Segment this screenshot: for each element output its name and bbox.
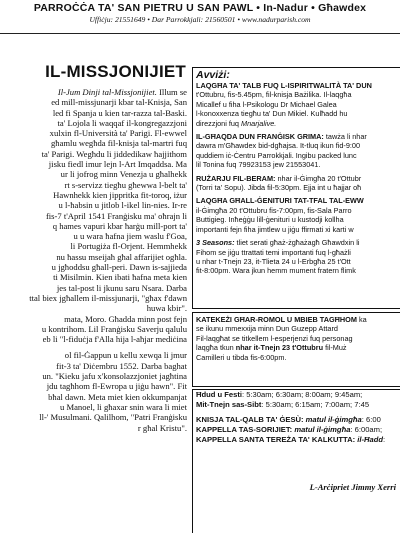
article-line-text: jes tal-post li jkunu saru Nsara. Darba (56, 282, 187, 293)
article-line-text: ttal biex jgħallem il-missjunarji, "għax f'dawn (29, 292, 187, 303)
notice-item (193, 174, 400, 193)
notice-text: Micallef u fiha l-Psikologu Dr Michael Galea (196, 99, 337, 109)
mass-times (193, 390, 400, 445)
article-line (0, 334, 190, 344)
katekezi-line (196, 315, 400, 324)
article-line-text: ol fil-Ġappun u kellu xewqa li jmur (64, 350, 187, 361)
article-column (0, 62, 190, 502)
katekezi-line (196, 353, 400, 362)
article-line-text: xulxin fl-Università ta' Parigi. Fl-ewwel (49, 128, 187, 139)
avvizi-notices (193, 81, 400, 280)
article-line-text: għamlu wegħda fil-knisja tal-martri fuq (50, 138, 187, 149)
article-line (0, 402, 190, 412)
article-line (0, 108, 190, 118)
article-line-text: huwa kbir". (146, 303, 187, 314)
notice-text: Buttigieg. Inħeġġu lill-ġenituri u kustodji kollha (196, 215, 344, 225)
article-line-text: Hawnhekk kien jippritka fit-toroq, iżur (53, 189, 187, 200)
article-line (0, 241, 190, 251)
notice-line (193, 257, 400, 266)
article-line-text: ti Misilmin. Kien ibati ħafna meta kien (53, 272, 187, 283)
notice-heading: IL-GĦAQDA DUN FRANĠISK GRIMA: (196, 132, 324, 142)
article-line-text: Illum se (156, 87, 187, 97)
article-line (0, 272, 190, 282)
mass-row-period: il-Ħadd (355, 435, 383, 444)
article-line (0, 118, 190, 128)
notice-text: (Torri ta' Sopu). Jibda fil-5:30pm. Ejja int u ħajjar oħ (196, 183, 362, 193)
article-line-text: ur li jofrog minn Venezja u għalhekk (60, 169, 187, 180)
katekezi-line (196, 324, 400, 333)
notice-italic: Mnarjalive. (241, 118, 277, 128)
notice-line (193, 100, 400, 109)
notice-text: fit-8:00pm. Wara jkun hemm mument fratern flimk (196, 266, 356, 276)
mass-row-period: matul il-ġimgħa (303, 415, 362, 424)
article-line-text: u jgħoddsu għall-peri. Dawn is-sajjieda (51, 262, 187, 273)
notice-item (193, 196, 400, 234)
article-line (0, 221, 190, 231)
article-line-text: li Portugiża fl-Orjent. Hemmhekk (70, 241, 187, 252)
katekezi-text: se ikunu mmexxija minn Dun Guzepp Attard (196, 324, 338, 334)
mass-time-row (193, 415, 400, 425)
notice-item (193, 238, 400, 276)
notice-line (193, 238, 400, 247)
notice-text: u nhar t-Tnejn 23, it-Tlieta 24 u l-Erbgħa 25 t'Ott (196, 256, 351, 266)
article-line (0, 128, 190, 138)
notice-line (193, 81, 400, 90)
notice-text: quddiem iċ-Ċentru Parrokkjali. Ingibu packed lunc (196, 150, 357, 160)
article-line-text: fit-3 ta' Diċembru 1552. Darba baghat (56, 360, 187, 371)
article-line-text: u l-ħabsin u jitlob l-ikel lin-nies. Ir-re (58, 200, 187, 211)
article-line-emphasis: Il-Jum Dinji tal-Missjonijiet. (57, 87, 157, 97)
article-line-text: led fi Spanja u kien tar-razza tal-Baski. (52, 107, 187, 118)
notice-item (193, 132, 400, 170)
notice-line (193, 206, 400, 215)
mass-row-times: : (383, 435, 386, 444)
article-line-text: jisku fiedl imur lejn l-Art Imqaddsa. Ma (48, 159, 187, 170)
avvizi-heading: Avviżi: (196, 69, 230, 81)
article-line (0, 211, 190, 221)
article-line-text: u u wara ħafna jiem waslu f'Goa, (73, 231, 187, 242)
article-line (0, 190, 190, 200)
article-line (0, 412, 190, 422)
notice-text: direzzjoni fuq (196, 118, 242, 128)
notice-line (193, 119, 400, 128)
notice-line (193, 109, 400, 118)
katekezi-heading: KATEKEŻI GĦAR-ROMOL U MBIEB TAGĦHOM (196, 315, 357, 324)
notice-text: Fihom se jiġu ttrattati temi importanti fuq l-għażli (196, 247, 351, 257)
katekezi-text: fil-Muż (323, 343, 347, 353)
notice-text: tliet serati għaż-żgħażagħ Għawdxin li (234, 238, 360, 248)
katekezi-text (193, 313, 400, 362)
avvizi-box (192, 67, 400, 309)
notice-line (193, 132, 400, 141)
article-line (0, 149, 190, 159)
mass-time-row (193, 425, 400, 435)
article-line (0, 392, 190, 402)
article-line (0, 361, 190, 371)
article-line-text: ll-' Musulmani. Qalilhom, "Patri Franġisku (39, 412, 187, 423)
article-line (0, 252, 190, 262)
article-signature: L-Arċipriet Jimmy Xerri (309, 482, 396, 492)
mass-row-label: KNISJA TAL-QALB TA' ĠESÙ: (196, 415, 304, 424)
mass-row-period: matul il-ġimgħa (292, 425, 351, 434)
article-line-text: ed mill-missjunarji kbar tal-Knisja, San (51, 97, 187, 108)
notices-column (192, 62, 400, 533)
notice-line (193, 225, 400, 234)
katekezi-text: ka (356, 315, 367, 324)
notice-line (193, 215, 400, 224)
article-line (0, 97, 190, 107)
article-line (0, 324, 190, 334)
article-line-text: nu ħassu mseijaħ għal affarijiet ogħla. (56, 251, 187, 262)
article-line (0, 180, 190, 190)
article-line (0, 350, 190, 360)
notice-text: dawra m'Għawdex bid-dgħajsa. It-tluq ikun fid-9:00 (196, 141, 361, 151)
article-title: IL-MISSJONIJIET (45, 62, 186, 81)
notice-italic: 3 Seasons: (196, 238, 235, 248)
article-line (0, 231, 190, 241)
article-line-text: ta' Lojola li waqqaf il-kongregazzjoni (57, 117, 187, 128)
mass-row-times: : 5:30am; 6:30am; 8:00am; 9:45am; (241, 390, 363, 399)
notice-line (193, 183, 400, 192)
article-line (0, 314, 190, 324)
notice-heading: LAQGĦA GĦALL-ĠENITURI TAT-TFAL TAL-EWW (196, 196, 364, 206)
mass-row-times: : 6:00am; (350, 425, 383, 434)
mass-row-times: : 5:30am; 6:15am; 7:00am; 7:45 (261, 400, 370, 409)
notice-text: l-konoxxenza tiegħu ta' Dun Mikiel. Kulħadd hu (196, 109, 348, 119)
notice-text: tawża li nhar (323, 132, 367, 142)
article-line (0, 423, 190, 433)
notice-line (193, 196, 400, 205)
masthead-rule (0, 33, 400, 34)
katekezi-text: Fil-laqgħat se titkellem l-esperjenzi fuq personag (196, 333, 353, 343)
mass-time-row (193, 435, 400, 445)
notice-line (193, 151, 400, 160)
mass-row-label: KAPPELLA TAS-SORIJIET: (196, 425, 293, 434)
notice-item (193, 81, 400, 128)
article-line (0, 371, 190, 381)
katekezi-line (196, 334, 400, 343)
article-line-text: un. "Kieku jafu x'konsolazzjoniet jagħtina (42, 371, 187, 382)
notice-spacer (193, 276, 400, 280)
notice-text: lil Tonina fuq 79923153 jew 21553041. (196, 160, 321, 170)
notice-text: nhar il-Ġimgħa 20 t'Ottubr (275, 173, 362, 183)
notice-line (193, 141, 400, 150)
katekezi-text: Camilleri u tibda fis-6:00pm. (196, 352, 287, 362)
notice-line (193, 248, 400, 257)
article-body (0, 87, 190, 433)
article-line-text: fis-7 t'April 1541 Franġisku ma' oħrajn li (45, 210, 187, 221)
mass-row-times: : 6:00 (361, 415, 381, 424)
article-line (0, 200, 190, 210)
article-line (0, 169, 190, 179)
article-line (0, 293, 190, 303)
masthead-contacts: Uffiċju: 21551649 • Dar Parrokkjali: 21560501 • www.nadurparish.com (89, 15, 311, 24)
mass-row-label: Mit-Tnejn sas-Sibt (196, 400, 262, 409)
notice-heading: LAQGĦA TA' TALB FUQ L-ISPIRITWALITÀ TA' DUN (196, 81, 372, 90)
katekezi-text: laqgħa tkun (196, 343, 236, 353)
masthead-title: PARROĊĊA TA' SAN PIETRU U SAN PAWL • In-Nadur • Għawdex (33, 2, 367, 14)
article-line-text: eb li "l-fiduċja f'Alla hija l-aħjar mediċina (42, 334, 187, 345)
mass-times-box (192, 389, 400, 533)
article-line (0, 303, 190, 313)
article-line (0, 262, 190, 272)
article-line (0, 381, 190, 391)
notice-text: il-Ġimgħa 20 t'Ottubru fis-7:00pm, fis-Sala Parro (196, 205, 352, 215)
katekezi-emphasis: nhar it-Tnejn 23 t'Ottubru (235, 343, 324, 353)
article-line (0, 138, 190, 148)
katekezi-box (192, 312, 400, 387)
mass-row-label: KAPPELLA SANTA TEREŻA TA' KALKUTTA: (196, 435, 356, 444)
article-line-text: jdu tagħhom fl-Ewropa u jiġu hawn". Fit (46, 381, 187, 392)
article-line-text: mata, Moro. Għadda minn post fejn (64, 313, 187, 324)
article-line-text: r għal Kristu". (137, 422, 187, 433)
article-line (0, 283, 190, 293)
mass-row-label: Ħdud u Festi (196, 390, 242, 399)
notice-text: t'Ottubru, fis-5.45pm, fil-knisja Bażilika. Il-laqgħa (196, 90, 352, 100)
article-line-text: rt s-servizz tiegħu għewwa l-belt ta' (64, 179, 187, 190)
notice-text: importanti fejn fiha jimtlew u jiġu ffirmati xi karti w (196, 224, 354, 234)
article-line-text: u kontrihom. Lil Franġisku Saverju qalulu (41, 323, 187, 334)
article-line-text: u Manoel, li għaxar snin wara li miet (60, 401, 187, 412)
article-line (0, 159, 190, 169)
notice-line (193, 266, 400, 275)
article-line-text: bħal dawn. Meta miet kien okkumpanjat (48, 391, 187, 402)
katekezi-line (196, 343, 400, 352)
notice-heading: RUŻARJU FIL-BERAM: (196, 173, 276, 183)
notice-line (193, 174, 400, 183)
article-line-text: ta' Parigi. Wegħdu li jiddedikaw ħajjithom (41, 148, 187, 159)
notice-line (193, 90, 400, 99)
mass-time-row (193, 390, 400, 400)
article-line-text: q hames vapuri kbar ħarġu mill-port ta' (52, 220, 187, 231)
notice-line (193, 160, 400, 169)
mass-time-row (193, 400, 400, 410)
article-line (0, 87, 190, 97)
masthead (0, 2, 400, 24)
